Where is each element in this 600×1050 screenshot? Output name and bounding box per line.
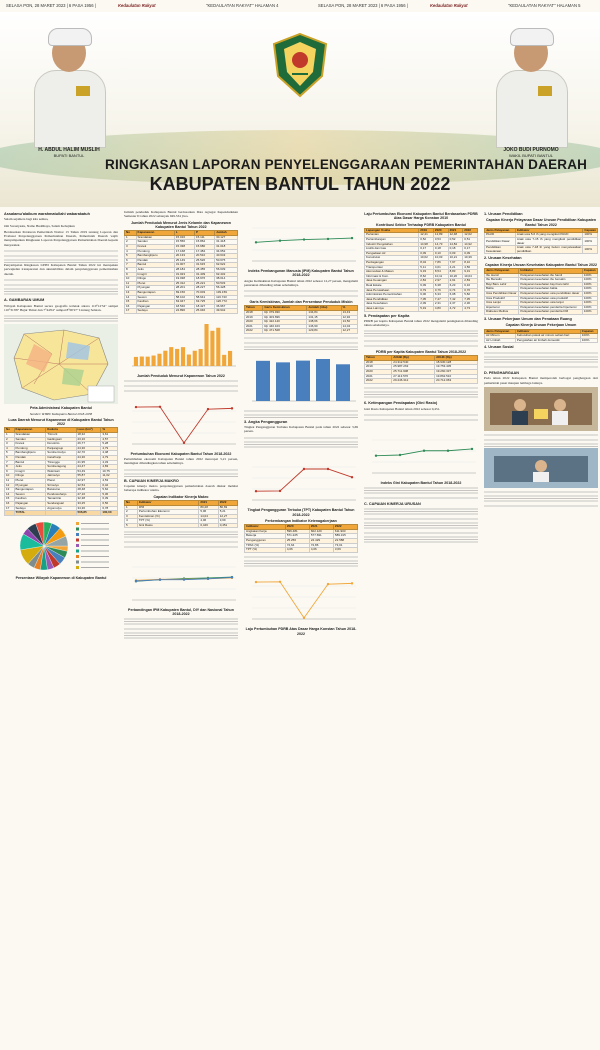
sector-chart-caption: Laju Pertumbuhan Ekonomi Kabupaten Bantul Berdasarkan PDRB Atas Dasar Harga Konstan 2010: [364, 212, 478, 221]
table-cell: Bantul: [14, 460, 46, 465]
table-cell: 27,16: [76, 492, 101, 497]
legend-label-line: [81, 534, 109, 535]
table-cell: Pundong: [14, 446, 46, 451]
data-point: [279, 490, 281, 492]
table-cell: Caturharjo: [46, 456, 76, 461]
economic-growth-caption: Pertumbuhan Ekonomi Kabupaten Bantul Tahun 2018-2022: [130, 451, 232, 456]
left-brand: Kedaulatan Rakyat: [118, 3, 156, 8]
map-source: Sumber: RTRW Kabupaten Bantul 2018-2038: [29, 411, 93, 416]
area-table-caption: Luas Daerah Menurut Kapanewon di Kabupaten Bantul Tahun 2022: [8, 417, 114, 427]
bar: [157, 354, 161, 366]
col5-paragraph-1: Pada tahun 2022 Kabupaten Bantul memperoleh berbagai penghargaan dari pemerintah pusat maupun lembaga lainnya.: [484, 376, 598, 385]
table-cell: 23,16: [76, 437, 101, 442]
table-cell: [46, 511, 76, 516]
pdrb-growth-chart: [244, 569, 358, 625]
col4-paragraph-1: PDRB per kapita Kabupaten Bantul tahun 2022 mengalami peningkatan dibanding tahun sebelumnya.: [364, 318, 478, 328]
col4-paragraph-2: Gini Rasio Kabupaten Bantul tahun 2022 sebesar 0,451.: [364, 406, 441, 411]
table-cell: 4,83: [101, 465, 118, 470]
table-cell: Trimurti: [46, 433, 76, 438]
table-cell: 4,33: [101, 460, 118, 465]
bar: [169, 347, 173, 366]
col5-section-1: 1. Urusan Pendidikan: [484, 212, 523, 216]
sector-table-caption: Kontribusi Sektor Terhadap PDRB Kabupaten Bantul: [376, 222, 466, 227]
population-bar-chart: [124, 316, 238, 372]
table-cell: 55,87: [76, 474, 101, 479]
bar: [187, 354, 191, 365]
table-cell: 11: [5, 478, 15, 483]
table-cell: Baturetno: [46, 488, 76, 493]
table-cell: 4: [5, 446, 15, 451]
bar: [204, 324, 208, 366]
population-table-caption: Jumlah Penduduk Menurut Jenis Kelamin dan Kapanewon Kabupaten Bantul Tahun 2022: [131, 220, 231, 229]
public-works-table: Jenis Pelayanan Indikator Capaian Air Minum Kebutuhan pokok air minum sehari-hari 100% Air Limbah Pengolahan air limbah domestik 100%: [484, 329, 598, 344]
table-cell: Gadingsari: [46, 437, 76, 442]
area-by-district-table: [4, 427, 118, 515]
table-cell: Dlingo: [14, 474, 46, 479]
labor-table-caption: Perkembangan Indikator Ketenagakerjaan: [265, 518, 337, 523]
data-point: [327, 583, 329, 585]
education-table-caption: Capaian Kinerja Pelayanan Dasar Urusan Pendidikan Kabupaten Bantul Tahun 2022: [485, 218, 597, 227]
table-cell: 28,48: [76, 488, 101, 493]
table-cell: Pendowoharjo: [46, 492, 76, 497]
data-point: [135, 406, 137, 408]
unemployment-line-chart: [244, 450, 358, 506]
table-cell: 24,30: [76, 456, 101, 461]
col5-section-4: 4. Urusan Sosial: [484, 345, 514, 350]
bar: [336, 364, 350, 401]
table-cell: 6,56: [101, 501, 118, 506]
data-point: [135, 580, 137, 582]
health-table: Jenis Pelayanan Indikator Capaian Ibu Hamil Pelayanan kesehatan ibu hamil 100% Ibu Bersalin Pelayanan kesehatan ibu bersalin 100% Bayi Baru Lahir Pelayanan kesehatan bayi baru lahir 100% Balita Pelayanan kesehatan balita 100% Usia Pendidikan Dasar Pelayanan kesehatan usia pendidikan dasar 100% Usia Produktif Pelayanan kesehatan usia produktif 100% Usia Lanjut Pelayanan kesehatan usia lanjut 100% Hipertensi Pelayanan kesehatan penderita hipertensi 100% Diabetes Melitus Pelayanan kesehatan penderita DM 100%: [486, 268, 596, 314]
public-works-table-caption: Capaian Kinerja Urusan Pekerjaan Umum: [505, 323, 577, 328]
table-cell: Pandak: [14, 456, 46, 461]
table-cell: Donotirto: [46, 442, 76, 447]
col5-section-d: D. PENGHARGAAN: [484, 371, 520, 376]
data-point: [327, 238, 329, 240]
table-row: [5, 511, 118, 516]
table-cell: Bambanglipuro: [14, 451, 46, 456]
table-cell: 32,54: [76, 483, 101, 488]
col1-paragraph-2: Penyampaian Ringkasan LPPD Kabupaten Bantul Tahun 2022 ini merupakan perwujudan transparansi dan akuntabilitas dalam penyelenggaraan pemerintahan daerah.: [4, 263, 118, 276]
award-photo-1: [484, 387, 598, 431]
left-issue-date: SELASA PON, 28 MARET 2023 | 6 PASA 1956 |: [6, 3, 96, 8]
col1-heading: Assalamu'alaikum warahmatullahi wabarakatuh: [4, 212, 90, 216]
data-point: [255, 581, 257, 583]
table-cell: 18,32: [76, 433, 101, 438]
legend-swatch: [76, 549, 79, 552]
table-cell: Trirenggo: [46, 460, 76, 465]
data-point: [447, 449, 449, 451]
table-cell: 15: [5, 497, 15, 502]
table-cell: 506,85: [76, 511, 101, 516]
legend-swatch: [76, 522, 79, 525]
table-cell: Tamantirto: [46, 497, 76, 502]
legend-label-line: [81, 523, 109, 524]
ipm-comparison-chart: [124, 550, 238, 606]
bar: [199, 349, 203, 366]
data-point: [207, 577, 209, 579]
sector-contribution-table: Lapangan Usaha 2019 2020 2021 2022 Pertanian 12,41 12,89 12,48 12,02 Pertambangan 0,52 0,53 0,52 0,51 Industri Pengolahan 14,98 14,73 14,84 14,92 Listrik dan Gas 0,17 0,18 0,18 0,17 Pengadaan Air 0,09 0,10 0,09 0,09 Konstruksi 10,62 10,03 10,21 10,39 Perdagangan 8,04 7,86 7,97 8,10 Transportasi 5,11 4,01 4,21 4,56 Akomodasi & Makan 9,33 8,54 8,83 9,31 Informasi & Kom. 8,62 10,11 10,20 10,04 Jasa Keuangan 2,84 2,97 2,91 2,83 Real Estate 6,09 6,38 6,23 6,10 Jasa Perusahaan 0,79 0,76 0,74 0,76 Administrasi Pemerintahan 6,06 6,33 6,08 5,82 Jasa Pendidikan 7,05 7,47 7,42 7,35 Jasa Kesehatan 2,09 2,31 2,37 2,30 Jasa Lainnya 5,19 4,80 4,72 4,73: [364, 228, 478, 312]
ipm-comparison-caption: Perbandingan IPM Kabupaten Bantul, DIY dan Nasional Tahun 2018-2022: [128, 607, 234, 617]
left-official-photo: [30, 26, 108, 146]
data-point: [303, 238, 305, 240]
table-cell: Pajangan: [14, 501, 46, 506]
legend-label-line: [81, 528, 109, 529]
bar: [140, 356, 144, 365]
col3-paragraph-1: Angka Kemiskinan Kabupaten Bantul tahun 2022 sebesar 12,27 persen, mengalami penurunan dibanding tahun sebelumnya.: [244, 278, 358, 287]
table-cell: 16: [5, 501, 15, 506]
table-cell: 22,97: [76, 478, 101, 483]
left-section: "KEDAULATAN RAKYAT" HALAMAN 4: [206, 3, 279, 8]
legend-swatch: [76, 538, 79, 541]
col4-section-5: 5. Pendapatan per Kapita: [364, 313, 410, 318]
table-header-cell: No: [5, 428, 15, 433]
col2-paragraph-1: Jumlah penduduk Kabupaten Bantul berdasarkan Data Agregat Kependudukan Semester II tahun 2022 sebanyak 949.334 jiwa.: [124, 210, 238, 219]
gini-chart-caption: Indeks Gini Kabupaten Bantul Tahun 2018-2022: [380, 480, 462, 485]
data-point: [255, 490, 257, 492]
data-point: [375, 454, 377, 456]
column-2: [124, 210, 238, 1042]
table-cell: 32,38: [76, 497, 101, 502]
legend-label-line: [81, 561, 109, 562]
table-cell: 8: [5, 465, 15, 470]
right-brand: Kedaulatan Rakyat: [430, 3, 468, 8]
data-point: [159, 578, 161, 580]
population-table: No Kapanewon L P Jumlah 1 Srandakan 15.016 15.111 30.127 2 Sanden 15.556 15.862 31.418 3 Kretek 15.338 15.680 31.018 4 Pundong 17.168 17.484 34.652 5 Bambanglipuro 20.133 20.510 40.643 6 Pandak 25.149 25.526 50.675 7 Bantul 31.007 31.615 62.622 8 Jetis 28.184 28.455 56.639 9 Imogiri 31.023 31.409 62.432 10 Dlingo 19.038 18.976 38.014 11 Pleret 25.312 25.221 50.533 12 Piyungan 28.201 28.227 56.428 13 Banguntapan 69.156 70.003 139.159 14 Sewon 58.102 58.641 116.743 15 Kasihan 63.047 63.725 126.772 16 Pajangan 18.540 18.427 36.967 17 Sedayu 24.896 25.046 49.942: [124, 230, 238, 314]
data-point: [423, 449, 425, 451]
bar: [175, 349, 179, 366]
table-cell: Sewon: [14, 492, 46, 497]
data-point: [303, 468, 305, 470]
bar: [256, 361, 270, 401]
area-pie-caption: Persentase Wilayah Kapanewon di Kabupaten Bantul: [15, 575, 107, 580]
col1-greeting2: Om Swastyastu, Namo Buddhaya, Salam Kebajikan: [4, 223, 75, 228]
table-cell: Panjangrejo: [46, 446, 76, 451]
table-header-cell: Ibukota: [46, 428, 76, 433]
table-cell: Wukirsari: [46, 469, 76, 474]
series-line: [136, 407, 232, 443]
population-chart-caption: Jumlah Penduduk Menurut Kapanewon Tahun 2022: [137, 373, 225, 378]
right-issue-date: SELASA PON, 28 MARET 2023 | 6 PASA 1956 |: [318, 3, 408, 8]
data-point: [351, 476, 353, 478]
column-3: [244, 210, 358, 1042]
table-header-cell: %: [101, 428, 118, 433]
bar: [152, 355, 156, 365]
macro-indicator-table: No Indikator 2021 2022 1 IPM 80,28 80,69 2 Pertumbuhan Ekonomi 5,06 5,21 3 Kemiskinan (%) 14,04 12,27 4 TPT (%) 4,06 3,69 5 Gini Rasio 0,446 0,451: [124, 500, 238, 529]
data-point: [231, 576, 233, 578]
col2-paragraph-3: Capaian kinerja makro penyelenggaraan pemerintahan daerah diukur melalui beberapa indikator utama.: [124, 484, 238, 493]
legend-swatch: [76, 560, 79, 563]
right-official-role: WAKIL BUPATI BANTUL: [508, 153, 553, 158]
col1-section-a: A. GAMBARAN UMUM: [4, 298, 45, 303]
table-cell: 4,79: [101, 456, 118, 461]
education-table: Jenis Pelayanan Indikator Capaian PAUD Anak usia 5-6 th yang mengikuti PAUD 100% Pendidikan Dasar Anak usia 7-15 th yang mengikuti pendidikan dasar 100% Pendidikan Kesetaraan Anak usia 7-18 th yang belum menyelesaikan pendidikan 100%: [486, 227, 596, 253]
legend-label-line: [81, 539, 109, 540]
col5-section-2: 2. Urusan Kesehatan: [484, 256, 522, 261]
col4-section-c: C. CAPAIAN KINERJA URUSAN: [364, 501, 421, 506]
table-header-cell: Luas (km²): [76, 428, 101, 433]
page-topbar: [0, 0, 600, 12]
col3-paragraph-2: Tingkat Pengangguran Terbuka Kabupaten Bantul pada tahun 2022 sebesar 3,69 persen.: [244, 424, 358, 434]
bar: [134, 357, 138, 366]
table-cell: 4,79: [101, 446, 118, 451]
table-cell: 24,47: [76, 465, 101, 470]
bar: [228, 351, 232, 366]
bar: [181, 347, 185, 366]
table-cell: 6,42: [101, 483, 118, 488]
table-cell: 3,61: [101, 433, 118, 438]
column-4: [364, 210, 478, 1042]
table-cell: 6,39: [101, 497, 118, 502]
table-cell: Sedayu: [14, 506, 46, 511]
col1-paragraph-3: Wilayah Kabupaten Bantul secara geografis terletak antara 110°12'34" sampai 110°31'08" Bujur Timur dan 7°44'04" sampai 8°00'27" Lintang Selatan.: [4, 303, 118, 312]
table-cell: 4,57: [101, 437, 118, 442]
legend-label-line: [81, 567, 109, 568]
bantul-crest-icon: [270, 32, 330, 98]
left-official-name: H. ABDUL HALIM MUSLIH: [38, 147, 100, 153]
table-cell: Srimulyo: [46, 483, 76, 488]
table-cell: 100,00: [101, 511, 118, 516]
bar: [146, 357, 150, 366]
legend-swatch: [76, 555, 79, 558]
bar: [316, 359, 330, 401]
table-cell: Sumbermulyo: [46, 451, 76, 456]
table-cell: [5, 511, 15, 516]
data-point: [351, 237, 353, 239]
table-cell: Pleret: [46, 478, 76, 483]
data-point: [183, 441, 185, 443]
data-point: [303, 617, 305, 619]
macro-table-caption: Capaian Indikator Kinerja Makro: [153, 494, 209, 499]
col3-section-3: 3. Angka Pengangguran: [244, 419, 288, 424]
table-cell: 4,53: [101, 478, 118, 483]
left-official-caption: [24, 147, 114, 158]
data-point: [399, 454, 401, 456]
legend-label-line: [81, 545, 109, 546]
gini-line-chart: [364, 423, 478, 479]
per-capita-table: Tahun ADHB (Rp) ADHK (Rp) 2018 24.312.540 18.930.128 2019 25.987.263 19.753.405 2020 25.711.908 19.260.337 2021 27.113.576 19.862.510 2022 29.246.312 20.712.063: [364, 355, 478, 384]
col1-paragraph-1: Berdasarkan Peraturan Pemerintah Nomor 13 Tahun 2019 tentang Laporan dan Evaluasi Penyelenggaraan Pemerintahan Daerah, Pemerintah Daerah wajib menyampaikan Ringkasan Laporan Penyelenggaraan Pemerintahan Daerah kepada masyarakat.: [4, 229, 118, 247]
table-cell: 54,49: [76, 469, 101, 474]
poverty-bar-chart: [244, 351, 358, 407]
table-cell: 5,62: [101, 488, 118, 493]
legend-label-line: [81, 550, 109, 551]
administrative-map: [4, 324, 118, 404]
table-cell: 22,70: [76, 451, 101, 456]
table-cell: 26,77: [76, 442, 101, 447]
bar: [163, 351, 167, 366]
table-cell: 21,95: [76, 460, 101, 465]
legend-swatch: [76, 544, 79, 547]
report-title-line2: KABUPATEN BANTUL TAHUN 2022: [149, 174, 451, 194]
data-point: [471, 448, 473, 450]
labor-indicator-table: Indikator 2020 2021 2022 Angkatan Kerja 596.481 602.120 611.903 Bekerja 571.225 577.691 589.315 Pengangguran 25.256 24.429 22.588 TPAK (%) 72,64 72,86 73,01 TPT (%) 4,06 4,06 3,69: [244, 524, 358, 553]
table-cell: TOTAL: [14, 511, 46, 516]
left-official-role: BUPATI BANTUL: [53, 153, 85, 158]
report-title-line1: RINGKASAN LAPORAN PENYELENGGARAAN PEMERINTAHAN DAERAH: [105, 157, 588, 172]
data-point: [279, 581, 281, 583]
bar: [296, 360, 310, 400]
per-capita-table-caption: PDRB per Kapita Kabupaten Bantul Tahun 2018-2022: [375, 349, 467, 354]
table-cell: 1: [5, 433, 15, 438]
pdrb-growth-caption: Laju Pertumbuhan PDRB Atas Dasar Harga Konstan Tahun 2018-2022: [245, 627, 357, 636]
table-cell: Kasihan: [14, 497, 46, 502]
legend-swatch: [76, 533, 79, 536]
table-cell: 33,25: [76, 501, 101, 506]
data-point: [159, 405, 161, 407]
legend-swatch: [76, 566, 79, 569]
bar: [222, 355, 226, 366]
table-cell: Sanden: [14, 437, 46, 442]
col1-greeting: Salam sejahtera bagi kita semua,: [4, 217, 49, 222]
table-cell: Sumberagung: [46, 465, 76, 470]
table-cell: Piyungan: [14, 483, 46, 488]
ipm-line-chart: [244, 211, 358, 267]
col2-paragraph-2: Pertumbuhan ekonomi Kabupaten Bantul tahun 2022 mencapai 5,21 persen, meningkat dibandingkan tahun sebelumnya.: [124, 457, 238, 466]
col2-section-b: B. CAPAIAN KINERJA MAKRO: [124, 478, 179, 483]
right-official-name: JOKO BUDI PURNOMO: [503, 147, 559, 153]
table-cell: 11,02: [101, 474, 118, 479]
table-cell: 10: [5, 474, 15, 479]
column-5: [484, 210, 598, 1042]
table-cell: 24,30: [76, 446, 101, 451]
col4-section-6: 6. Ketimpangan Pendapatan (Gini Rasio): [364, 401, 438, 406]
table-cell: Kretek: [14, 442, 46, 447]
table-cell: Banguntapan: [14, 488, 46, 493]
bar: [216, 328, 220, 366]
table-cell: 5: [5, 451, 15, 456]
right-official-photo: [492, 26, 570, 146]
table-cell: Argomulyo: [46, 506, 76, 511]
ipm-chart-caption: Indeks Pembangunan Manusia (IPM) Kabupaten Bantul Tahun 2018-2022: [248, 269, 354, 278]
table-cell: 12: [5, 483, 15, 488]
bar: [193, 351, 197, 366]
table-cell: Srandakan: [14, 433, 46, 438]
table-cell: 2: [5, 437, 15, 442]
table-cell: 17: [5, 506, 15, 511]
table-cell: 10,75: [101, 469, 118, 474]
table-cell: 3: [5, 442, 15, 447]
table-cell: Jatimulyo: [46, 474, 76, 479]
series-line: [256, 582, 352, 618]
report-header: [0, 12, 600, 207]
award-photo-2: [484, 448, 598, 488]
table-cell: 5,36: [101, 492, 118, 497]
unemployment-chart-caption: Tingkat Pengangguran Terbuka (TPT) Kabupaten Bantul Tahun 2018-2022: [247, 508, 355, 517]
table-cell: 34,36: [76, 506, 101, 511]
table-cell: 9: [5, 469, 15, 474]
map-caption: Peta Administrasi Kabupaten Bantul: [30, 406, 92, 411]
data-point: [183, 578, 185, 580]
data-point: [351, 583, 353, 585]
table-cell: 13: [5, 488, 15, 493]
col5-section-3: 3. Urusan Pekerjaan Umum dan Penataan Ruang: [484, 316, 572, 321]
table-cell: Sendangsari: [46, 501, 76, 506]
data-point: [255, 241, 257, 243]
right-section: "KEDAULATAN RAKYAT" HALAMAN 5: [508, 3, 581, 8]
table-cell: Imogiri: [14, 469, 46, 474]
health-table-caption: Capaian Kinerja Urusan Kesehatan Kabupaten Bantul Tahun 2022: [485, 262, 597, 267]
table-cell: 6,78: [101, 506, 118, 511]
data-point: [279, 240, 281, 242]
bar: [276, 362, 290, 401]
table-header-cell: Kapanewon: [14, 428, 46, 433]
table-cell: Pleret: [14, 478, 46, 483]
table-cell: 6: [5, 456, 15, 461]
poverty-table: Tahun Garis Kemiskinan Jumlah (ribu) % 2018 Rp 379.930 134,84 13,43 2019 Rp 403.696 131,15 12,92 2020 Rp 422.140 138,66 13,50 2021 Rp 440.103 146,90 14,04 2022 Rp 471.528 129,84 12,27: [244, 305, 358, 334]
area-pie-chart: [4, 518, 118, 574]
bar: [210, 331, 214, 366]
legend-swatch: [76, 527, 79, 530]
table-cell: 7: [5, 460, 15, 465]
column-1: [4, 210, 118, 1042]
table-cell: 5,28: [101, 442, 118, 447]
data-point: [327, 468, 329, 470]
poverty-table-caption: Garis Kemiskinan, Jumlah dan Persentase Penduduk Miskin: [249, 300, 353, 305]
table-cell: Jetis: [14, 465, 46, 470]
data-point: [231, 407, 233, 409]
table-cell: 14: [5, 492, 15, 497]
data-point: [207, 408, 209, 410]
legend-label-line: [81, 556, 109, 557]
table-cell: 4,48: [101, 451, 118, 456]
economic-growth-line-chart: [124, 394, 238, 450]
series-line: [256, 469, 352, 491]
